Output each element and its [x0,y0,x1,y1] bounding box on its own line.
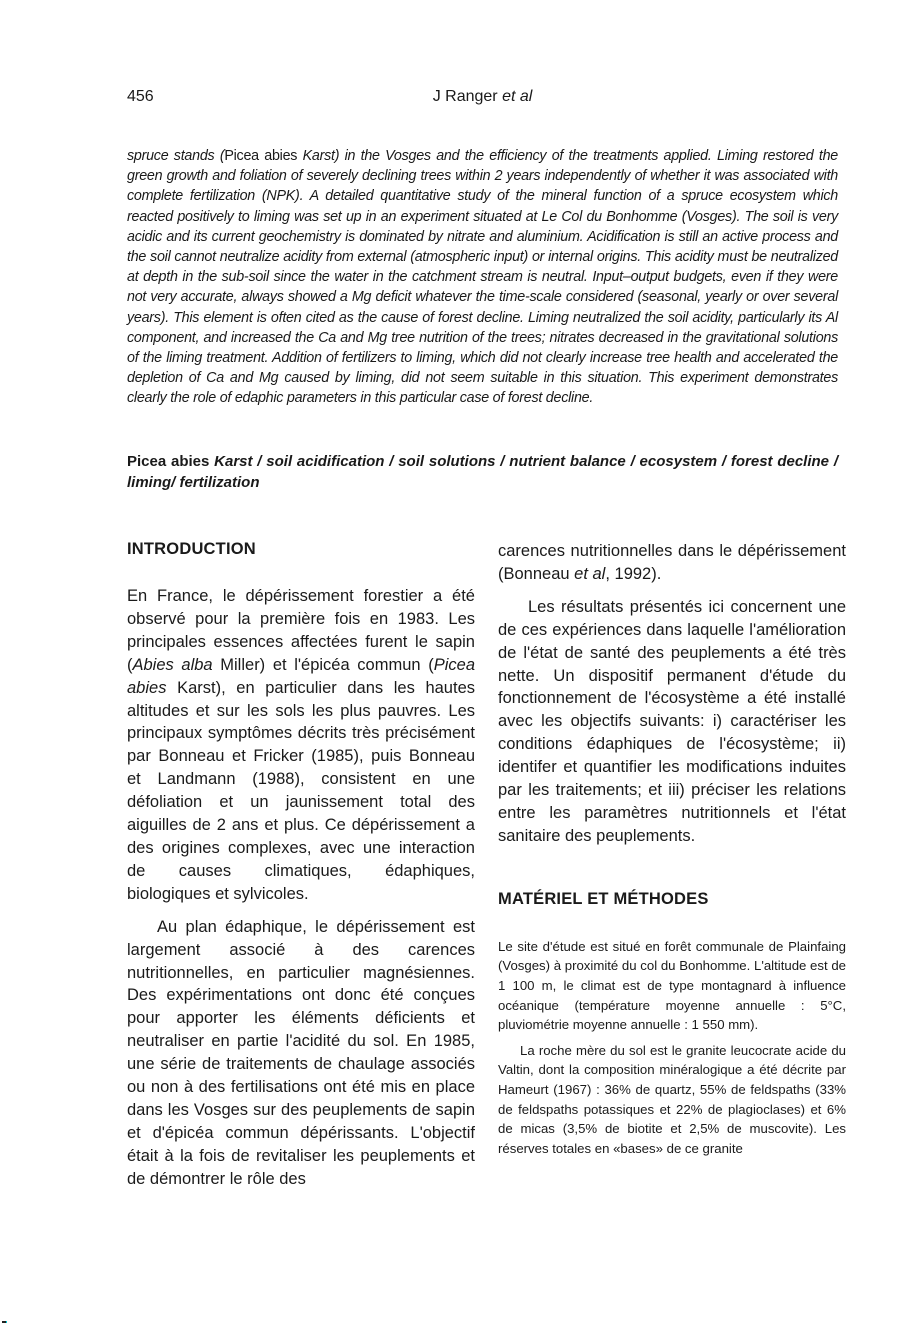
citation-et-al: et al [574,564,606,583]
page-number: 456 [127,88,154,105]
species-picea-abies: Picea abies [127,655,475,697]
keyword-species: Picea abies [127,453,210,470]
author-name: J Ranger [432,88,498,105]
abstract [127,146,838,409]
intro-p1-text-c: Karst), en particulier dans les hautes altitudes et sur les sols les plus pauvres. Les principaux symptômes décrits très précisément par Bonneau et Fricker (1985), puis Bonneau et Landmann (1988), consistent en une défoliation et un jaunissement total des aiguilles de 2 ans et plus. Ce dépérissement a des origines complexes, avec une interaction de causes climatiques, édaphiques, biologiques et sylvicoles. [127,678,475,903]
methods-paragraph-2: La roche mère du sol est le granite leucocrate acide du Valtin, dont la composition minéralogique a été décrite par Hameurt (1967) : 36% de quartz, 55% de feldspaths (33% de feldspaths potassiques et 22% de plagioclases) et 6% de micas (3,5% de biotite et 2,5% de muscovite). Les réserves totales en «bases» de ce granite [498,1042,846,1156]
intro-p2-cont-text-b: , 1992). [605,564,662,583]
intro-p2-cont-text-a: carences nutritionnelles dans le dépérissement (Bonneau [498,542,846,583]
running-author [127,88,838,106]
scan-artifact-cyan [6,1321,7,1323]
species-abies-alba: Abies alba [132,655,213,674]
introduction-heading: INTRODUCTION [127,540,256,558]
abstract-text-b: Karst) in the Vosges and the efficiency of the treatments applied. Liming restored the green growth and foliation of severely declining trees within 2 years independently of whether it was associated with complete fertilization (NPK). A detailed quantitative study of the mineral function of a spruce ecosystem which reacted positively to liming was set up in an experiment situated at Le Col du Bonhomme (Vosges). The soil is very acidic and its current geochemistry is dominated by nitrate and aluminium. Acidification is still an active process and the soil cannot neutralize acidity from external (atmospheric input) or internal origins. This acidity must be neutralized at depth in the sub-soil since the water in the catchment stream is neutral. Input–output budgets, even if they were not very accurate, always showed a Mg deficit whatever the time-scale considered (seasonal, yearly or over several years). This element is often cited as the cause of forest decline. Liming neutralized the soil acidity, particularly its Al component, and increased the Ca and Mg tree nutrition of the trees; nitrates decreased in the gravitational solutions of the liming treatment. Addition of fertilizers to liming, which did not clearly increase tree health and accelerated the depletion of Ca and Mg caused by liming, did not seem suitable in this situation. This experiment demonstrates clearly the role of edaphic parameters in this particular case of forest decline. [127,148,838,407]
methods-heading: MATÉRIEL ET MÉTHODES [498,889,709,908]
abstract-species: Picea abies [224,148,298,164]
running-head [127,88,838,110]
introduction-paragraph-2-continued [498,540,846,586]
methods-paragraph-1: Le site d'étude est situé en forêt communale de Plainfaing (Vosges) à proximité du col du Bonhomme. L'altitude est de 1 100 m, le climat est de type montagnard à influence océanique (température moyenne annuelle : 5°C, pluviométrie moyenne annuelle : 1 550 mm). [498,938,846,1033]
keyword-list: Karst / soil acidification / soil solutions / nutrient balance / ecosystem / forest decline / liming/ fertilization [127,453,838,491]
abstract-text-a: spruce stands ( [127,148,225,164]
right-column [498,540,846,1158]
introduction-paragraph-2: Au plan édaphique, le dépérissement est largement associé à des carences nutritionnelles, en particulier magnésiennes. Des expérimentations ont donc été conçues pour apporter les éléments déficients et neutraliser en partie l'acidité du sol. En 1985, une série de traitements de chaulage associés ou non à des fertilisations ont été mis en place dans les Vosges sur des peuplements de sapin et d'épicéa commun dépérissants. L'objectif était à la fois de revitaliser les peuplements et de démontrer le rôle des [127,917,475,1188]
intro-p1-text-a: En France, le dépérissement forestier a été observé pour la première fois en 1983. Les principales essences affectées furent le sapin ( [127,587,475,674]
left-column [127,540,475,1191]
author-suffix: et al [502,88,533,105]
keywords [127,452,838,493]
introduction-paragraph-3: Les résultats présentés ici concernent une de ces expériences dans laquelle l'amélioration de l'état de santé des peuplements a été très nette. Un dispositif permanent d'étude du fonctionnement de l'écosystème a été installé avec les objectifs suivants: i) caractériser les conditions édaphiques de l'écosystème; ii) identifer et quantifier les modifications induites par les traitements; et iii) préciser les relations entre les paramètres nutritionnels et l'état sanitaire des peuplements. [498,597,846,845]
introduction-paragraph-1 [127,585,475,906]
intro-p1-text-b: Miller) et l'épicéa commun ( [212,655,434,674]
